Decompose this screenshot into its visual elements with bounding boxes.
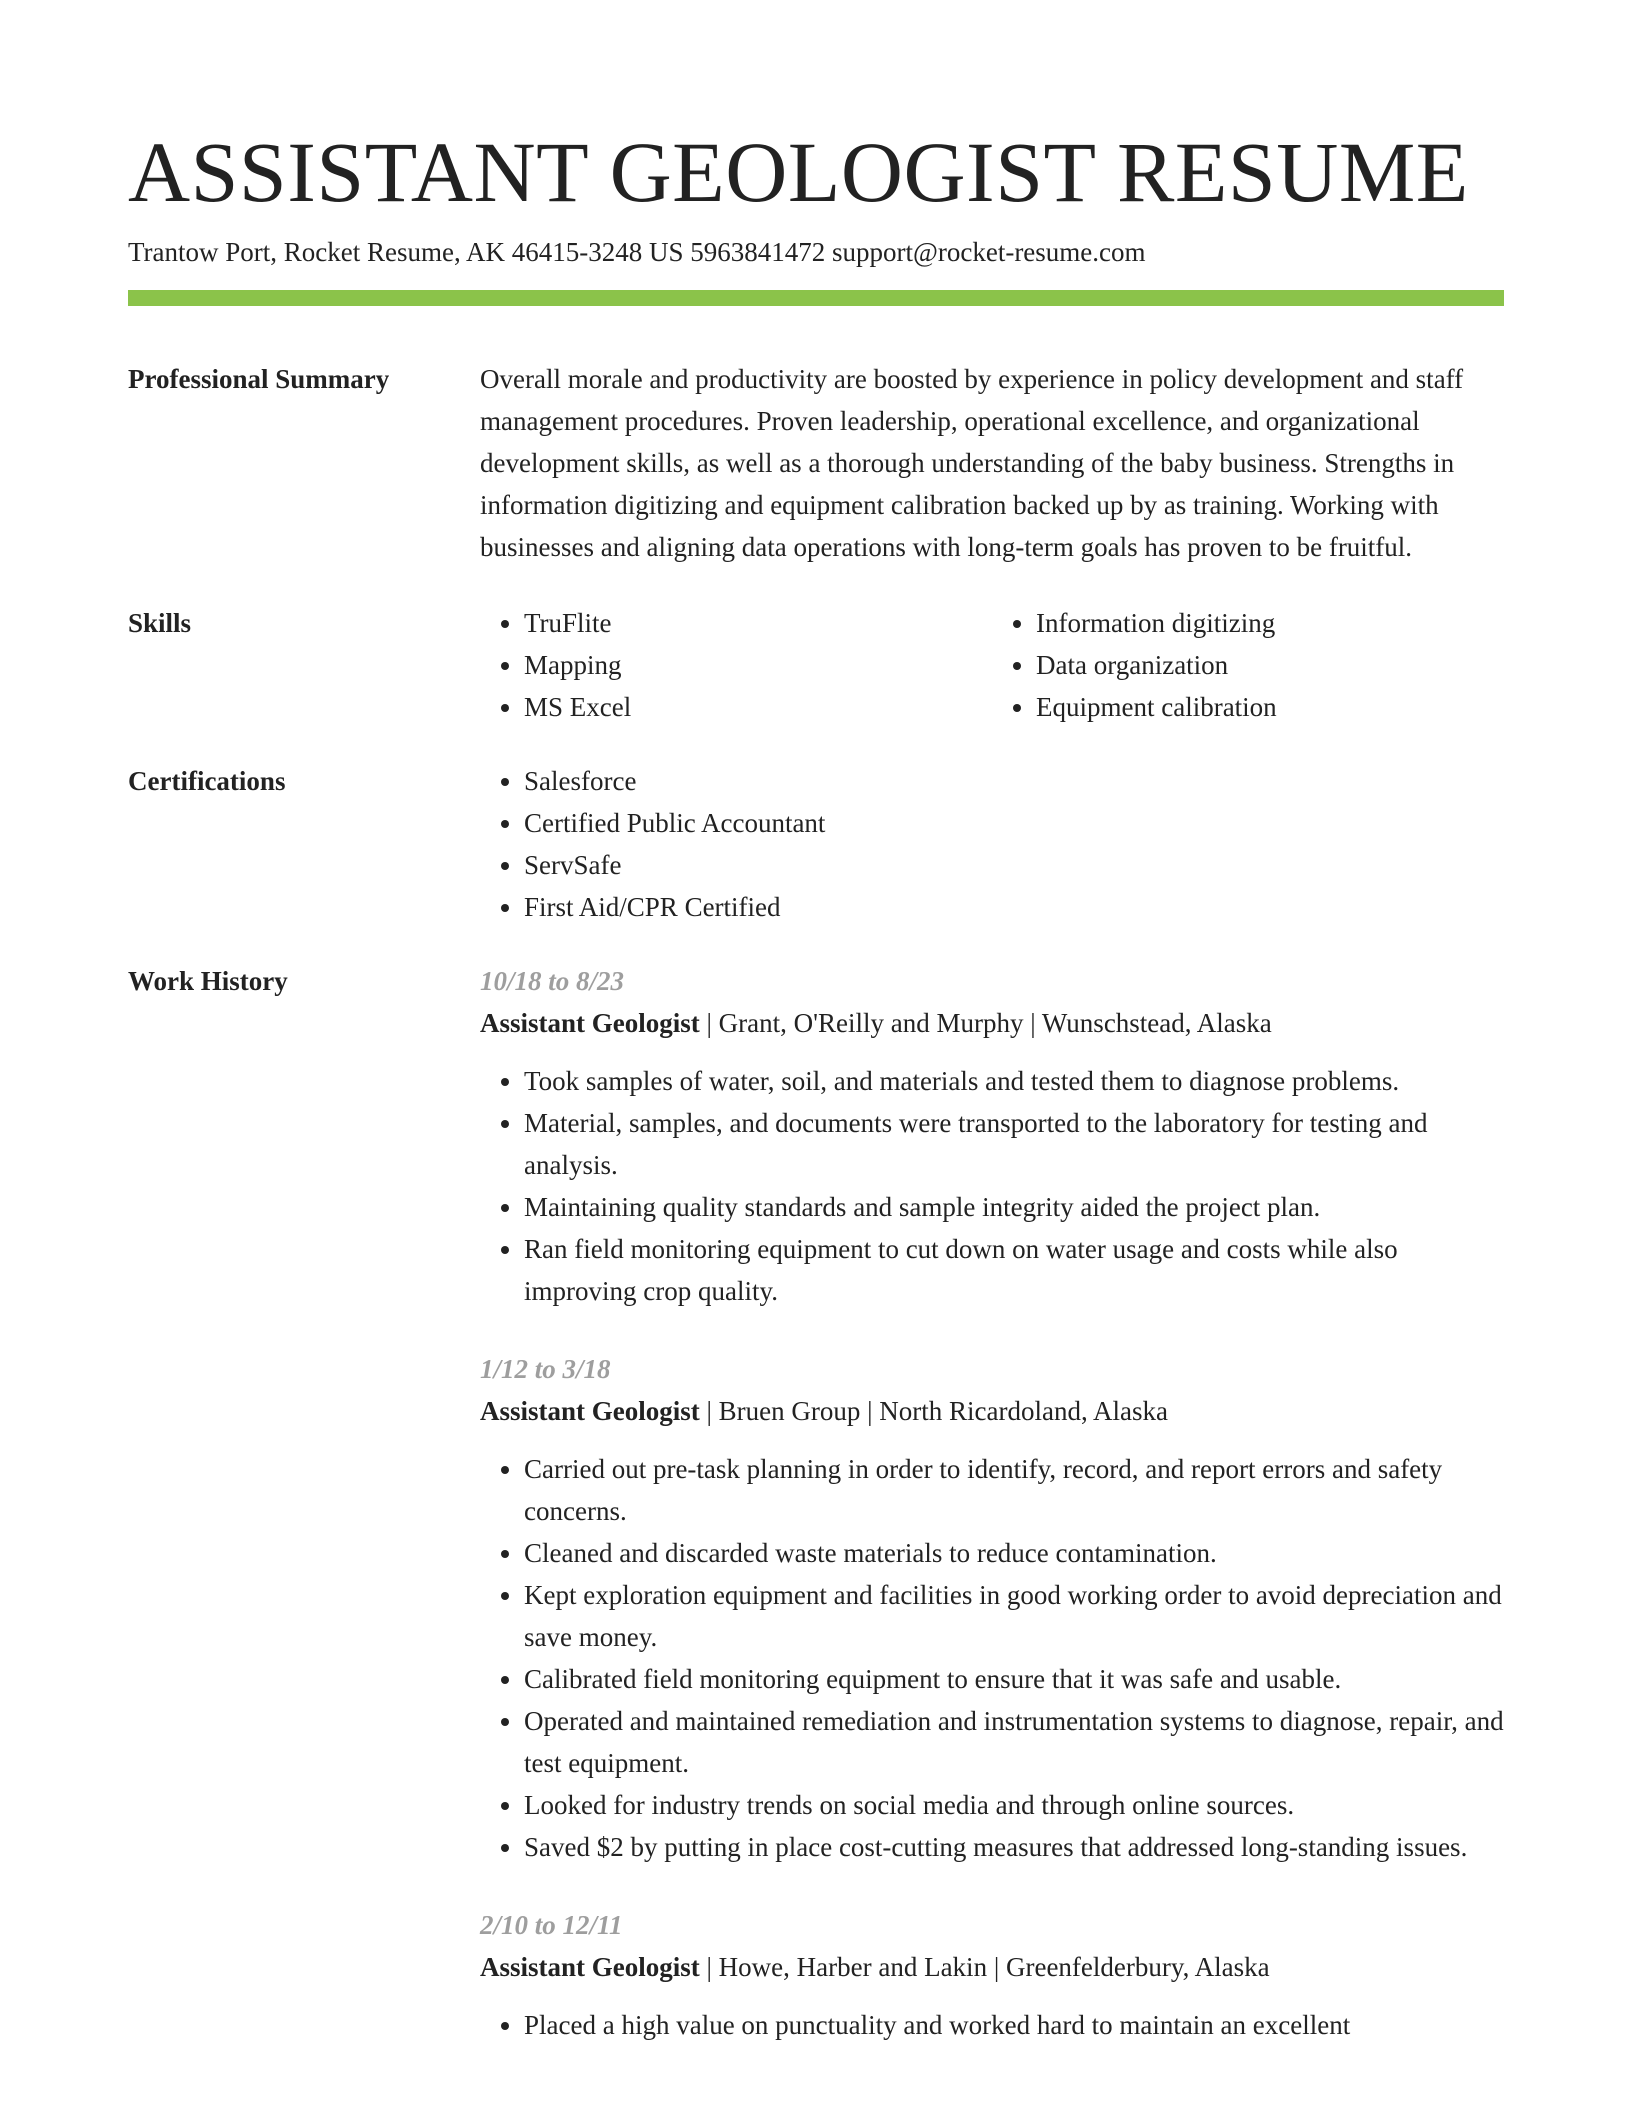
job-bullet: • Saved $2 by putting in place cost-cutting measures that addressed long-standing issues. [524, 1826, 1504, 1868]
certifications-body [480, 760, 1504, 928]
job-heading [480, 1390, 1504, 1432]
job-details: | Grant, O'Reilly and Murphy | Wunschstead, Alaska [699, 1008, 1272, 1038]
job-bullet: • Maintaining quality standards and sample integrity aided the project plan. [524, 1186, 1504, 1228]
job-entry [480, 960, 1504, 1312]
certifications-section [128, 760, 1504, 928]
skill-item: • TruFlite [524, 602, 992, 644]
certification-item: • Certified Public Accountant [524, 802, 1504, 844]
job-dates: 2/10 to 12/11 [480, 1910, 623, 1940]
job-bullet: • Took samples of water, soil, and materials and tested them to diagnose problems. [524, 1060, 1504, 1102]
job-bullets [480, 1448, 1504, 1868]
job-bullet: • Looked for industry trends on social media and through online sources. [524, 1784, 1504, 1826]
job-bullet: • Kept exploration equipment and facilities in good working order to avoid depreciation and save money. [524, 1574, 1504, 1658]
job-entry [480, 1904, 1504, 2046]
job-bullet: • Ran field monitoring equipment to cut down on water usage and costs while also improving crop quality. [524, 1228, 1504, 1312]
summary-section [128, 358, 1504, 568]
contact-line: Trantow Port, Rocket Resume, AK 46415-3248 US 5963841472 support@rocket-resume.com [128, 237, 1146, 267]
certifications-list [480, 760, 1504, 928]
work-history-body [480, 960, 1504, 2082]
skills-section [128, 602, 1504, 728]
work-history-section [128, 960, 1504, 2082]
job-title: Assistant Geologist [480, 1396, 700, 1426]
skill-item: • Data organization [1036, 644, 1504, 686]
job-bullets [480, 2004, 1504, 2046]
summary-label: Professional Summary [128, 364, 390, 394]
certification-item: • Salesforce [524, 760, 1504, 802]
job-bullet: • Cleaned and discarded waste materials to reduce contamination. [524, 1532, 1504, 1574]
skill-item: • Mapping [524, 644, 992, 686]
job-heading [480, 1946, 1504, 1988]
certifications-label: Certifications [128, 766, 286, 796]
skills-list-left [480, 602, 992, 728]
summary-body [480, 358, 1504, 568]
skill-item: • MS Excel [524, 686, 992, 728]
summary-text: Overall morale and productivity are boosted by experience in policy development and staff management procedures. Proven leadership, operational excellence, and organizational development skills, as well as a thorough understanding of the baby business. Strengths in information digitizing and equipment calibration backed up by as training. Working with businesses and aligning data operations with long-term goals has proven to be fruitful. [480, 364, 1464, 562]
skill-item: • Equipment calibration [1036, 686, 1504, 728]
skills-list-right [992, 602, 1504, 728]
job-entry [480, 1348, 1504, 1868]
job-details: | Howe, Harber and Lakin | Greenfelderbury, Alaska [699, 1952, 1270, 1982]
certification-item: • First Aid/CPR Certified [524, 886, 1504, 928]
job-bullet: • Calibrated field monitoring equipment to ensure that it was safe and usable. [524, 1658, 1504, 1700]
resume-page [128, 0, 1504, 2082]
job-details: | Bruen Group | North Ricardoland, Alaska [699, 1396, 1168, 1426]
job-dates: 10/18 to 8/23 [480, 966, 625, 996]
job-title: Assistant Geologist [480, 1952, 700, 1982]
accent-rule [128, 290, 1504, 306]
work-history-label: Work History [128, 966, 288, 996]
skill-item: • Information digitizing [1036, 602, 1504, 644]
job-bullets [480, 1060, 1504, 1312]
skills-label: Skills [128, 608, 192, 638]
job-bullet: • Operated and maintained remediation and instrumentation systems to diagnose, repair, and test equipment. [524, 1700, 1504, 1784]
skills-body [480, 602, 1504, 728]
job-bullet: • Material, samples, and documents were transported to the laboratory for testing and analysis. [524, 1102, 1504, 1186]
job-bullet: • Placed a high value on punctuality and worked hard to maintain an excellent [524, 2004, 1504, 2046]
job-heading [480, 1002, 1504, 1044]
resume-title: ASSISTANT GEOLOGIST RESUME [128, 124, 1469, 220]
job-bullet: • Carried out pre-task planning in order to identify, record, and report errors and safety concerns. [524, 1448, 1504, 1532]
certification-item: • ServSafe [524, 844, 1504, 886]
job-dates: 1/12 to 3/18 [480, 1354, 611, 1384]
job-title: Assistant Geologist [480, 1008, 700, 1038]
